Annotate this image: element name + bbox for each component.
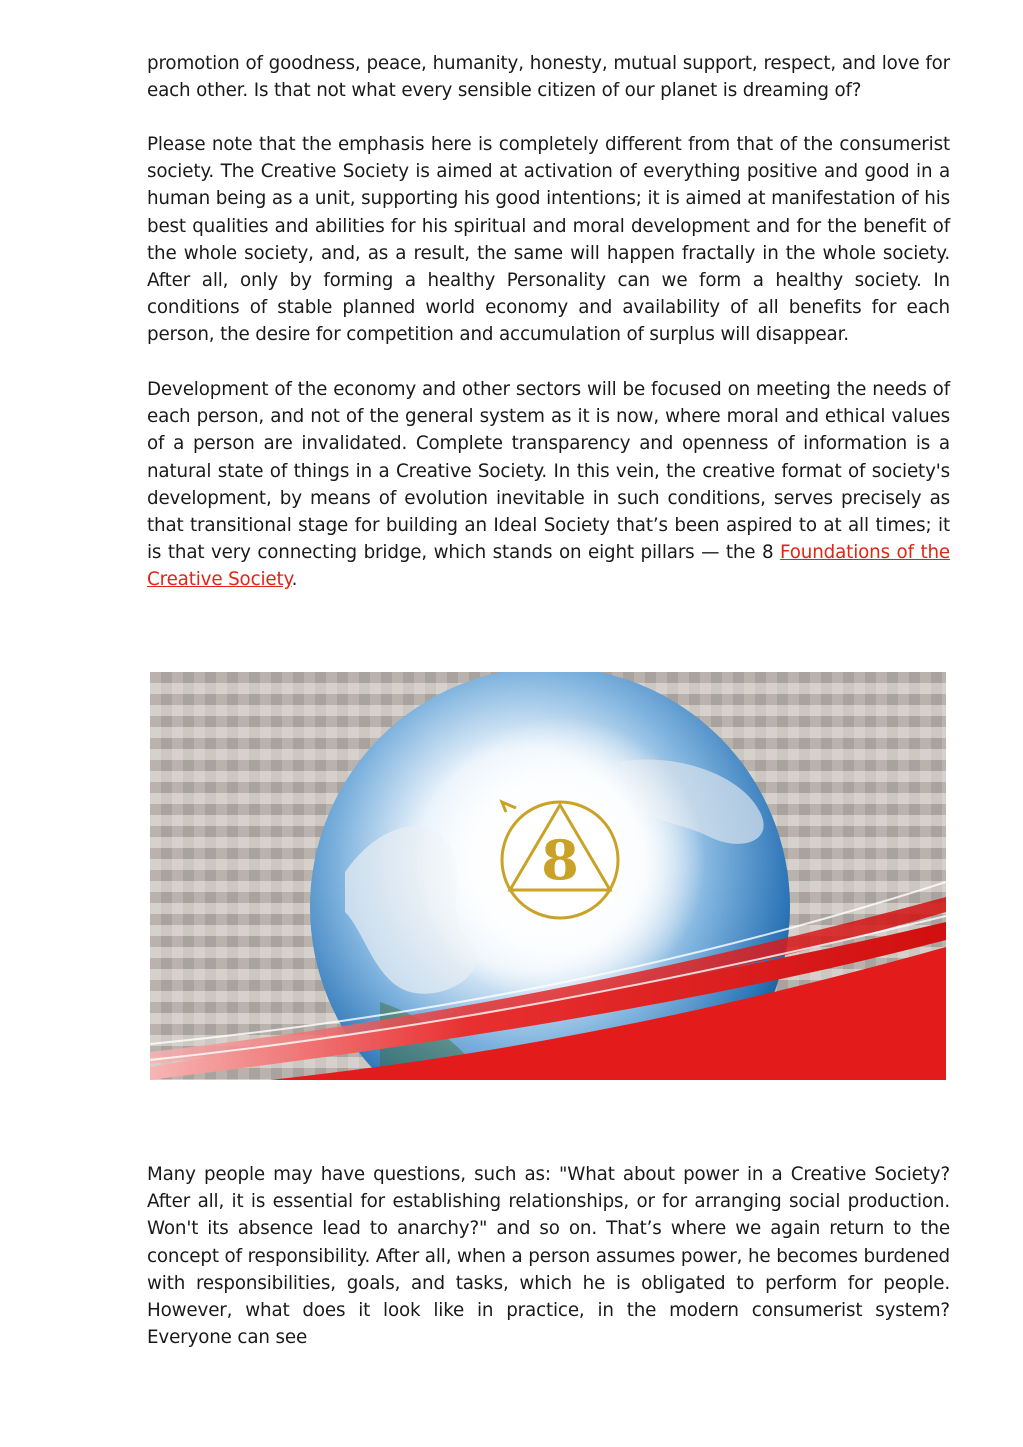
paragraph-3-text: Development of the economy and other sectors will be focused on meeting the needs of each person, and not of the general system as it is now, where moral and ethical values of a person are invalidated. Complete transparency and openness of information is a natural state of things in a Creative Society. In this vein, the creative format of society's development, by means of evolution inevitable in such conditions, serves precisely as that transitional stage for building an Ideal Society that’s been aspired to at all times; it is that very connecting bridge, which stands on eight pillars — the 8 (147, 379, 950, 564)
paragraph-2-text: Please note that the emphasis here is completely different from that of the consumerist society. The Creative Society is aimed at activation of everything positive and good in a human being as a unit, supporting his good intentions; it is aimed at manifestation of his best qualities and abilities for his spiritual and moral development and for the benefit of the whole society, and, as a result, the same will happen fractally in the whole society. After all, only by forming a healthy Personality can we form a healthy society. In conditions of stable planned world economy and availability of all benefits for each person, the desire for competition and accumulation of surplus will disappear. (147, 134, 950, 346)
paragraph-3-body (147, 376, 950, 594)
paragraph-3-end: . (291, 569, 298, 591)
creative-society-illustration (150, 672, 946, 1080)
paragraph-4-text: Many people may have questions, such as: "What about power in a Creative Society? After all, it is essential for establishing relationships, or for arranging social production. Won't its absence lead to anarchy?" and so on. That’s where we again return to the concept of responsibility. After all, when a person assumes power, he becomes burdened with responsibilities, goals, and tasks, which he is obligated to perform for people. However, what does it look like in practice, in the modern consumerist system? Everyone can see (147, 1164, 950, 1349)
paragraph-2 (147, 131, 950, 349)
paragraph-1-text: promotion of goodness, peace, humanity, honesty, mutual support, respect, and love for each other. Is that not what every sensible citizen of our planet is dreaming of? (147, 53, 950, 102)
paragraph-3 (147, 376, 950, 594)
illustration-graphic (150, 672, 946, 1080)
foundations-link[interactable]: Foundations of the Creative Society (147, 542, 950, 591)
creative-society-logo-icon (502, 802, 618, 918)
logo-digit: 8 (541, 828, 579, 892)
paragraph-4 (147, 1161, 950, 1351)
paragraph-1 (147, 50, 950, 104)
